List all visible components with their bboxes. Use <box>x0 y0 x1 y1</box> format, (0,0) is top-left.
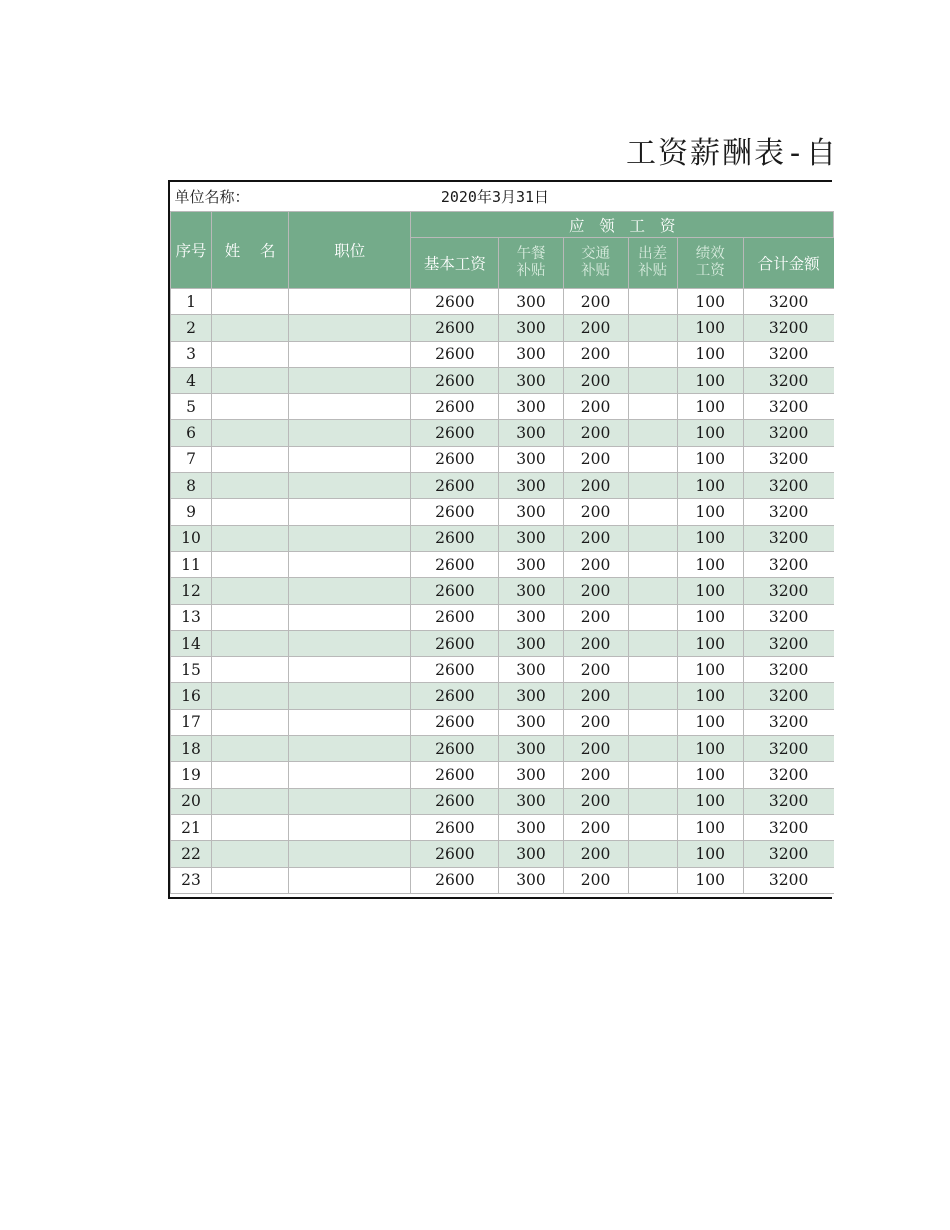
table-row <box>171 788 834 814</box>
table-row <box>171 604 834 630</box>
cell-trip[interactable] <box>628 762 677 788</box>
cell-trip[interactable] <box>628 788 677 814</box>
cell-total[interactable]: 3200 <box>743 841 833 867</box>
cell-performance[interactable]: 100 <box>677 683 743 709</box>
header-position: 职位 <box>289 212 411 289</box>
cell-seq[interactable]: 19 <box>171 762 212 788</box>
cell-seq[interactable]: 22 <box>171 841 212 867</box>
cell-trip[interactable] <box>628 446 677 472</box>
cell-trip[interactable] <box>628 420 677 446</box>
cell-position[interactable] <box>289 473 411 499</box>
cell-total[interactable]: 3200 <box>743 394 833 420</box>
cell-trip[interactable] <box>628 736 677 762</box>
cell-transport[interactable]: 200 <box>563 315 628 341</box>
cell-total[interactable]: 3200 <box>743 446 833 472</box>
cell-lunch[interactable]: 300 <box>499 657 563 683</box>
cell-total[interactable]: 3200 <box>743 315 833 341</box>
cell-seq[interactable]: 10 <box>171 525 212 551</box>
table-row <box>171 709 834 735</box>
cell-transport[interactable]: 200 <box>563 867 628 893</box>
header-lunch: 午餐 补贴 <box>499 238 563 289</box>
cell-trip[interactable] <box>628 289 677 315</box>
cell-transport[interactable]: 200 <box>563 762 628 788</box>
header-trip: 出差 补贴 <box>628 238 677 289</box>
cell-performance[interactable]: 100 <box>677 578 743 604</box>
table-row <box>171 525 834 551</box>
table-row <box>171 289 834 315</box>
cell-lunch[interactable]: 300 <box>499 814 563 840</box>
cell-seq[interactable]: 11 <box>171 551 212 577</box>
cell-transport[interactable]: 200 <box>563 525 628 551</box>
cell-trip[interactable] <box>628 841 677 867</box>
cell-position[interactable] <box>289 683 411 709</box>
cell-trip[interactable] <box>628 551 677 577</box>
cell-name[interactable] <box>212 446 289 472</box>
cell-seq[interactable]: 7 <box>171 446 212 472</box>
cell-seq[interactable]: 13 <box>171 604 212 630</box>
cell-name[interactable] <box>212 499 289 525</box>
cell-performance[interactable]: 100 <box>677 367 743 393</box>
cell-seq[interactable]: 9 <box>171 499 212 525</box>
cell-base[interactable]: 2600 <box>411 578 499 604</box>
cell-base[interactable]: 2600 <box>411 709 499 735</box>
cell-name[interactable] <box>212 367 289 393</box>
cell-performance[interactable]: 100 <box>677 762 743 788</box>
cell-transport[interactable]: 200 <box>563 604 628 630</box>
cell-lunch[interactable]: 300 <box>499 762 563 788</box>
cell-name[interactable] <box>212 315 289 341</box>
table-row <box>171 683 834 709</box>
cell-name[interactable] <box>212 762 289 788</box>
cell-base[interactable]: 2600 <box>411 289 499 315</box>
cell-lunch[interactable]: 300 <box>499 578 563 604</box>
cell-transport[interactable]: 200 <box>563 551 628 577</box>
cell-base[interactable]: 2600 <box>411 499 499 525</box>
cell-name[interactable] <box>212 788 289 814</box>
cell-total[interactable]: 3200 <box>743 736 833 762</box>
cell-base[interactable]: 2600 <box>411 736 499 762</box>
cell-base[interactable]: 2600 <box>411 420 499 446</box>
cell-total[interactable]: 3200 <box>743 525 833 551</box>
cell-name[interactable] <box>212 736 289 762</box>
cell-base[interactable]: 2600 <box>411 367 499 393</box>
cell-total[interactable]: 3200 <box>743 341 833 367</box>
cell-performance[interactable]: 100 <box>677 473 743 499</box>
cell-base[interactable]: 2600 <box>411 814 499 840</box>
cell-name[interactable] <box>212 657 289 683</box>
cell-base[interactable]: 2600 <box>411 867 499 893</box>
cell-lunch[interactable]: 300 <box>499 683 563 709</box>
cell-performance[interactable]: 100 <box>677 736 743 762</box>
table-row <box>171 420 834 446</box>
table-row <box>171 499 834 525</box>
table-row <box>171 630 834 656</box>
cell-position[interactable] <box>289 341 411 367</box>
cell-lunch[interactable]: 300 <box>499 367 563 393</box>
cell-transport[interactable]: 200 <box>563 657 628 683</box>
cell-total[interactable]: 3200 <box>743 289 833 315</box>
cell-performance[interactable]: 100 <box>677 867 743 893</box>
cell-base[interactable]: 2600 <box>411 341 499 367</box>
cell-position[interactable] <box>289 841 411 867</box>
cell-total[interactable]: 3200 <box>743 683 833 709</box>
cell-seq[interactable]: 17 <box>171 709 212 735</box>
cell-position[interactable] <box>289 578 411 604</box>
cell-total[interactable]: 3200 <box>743 367 833 393</box>
cell-performance[interactable]: 100 <box>677 394 743 420</box>
cell-base[interactable]: 2600 <box>411 788 499 814</box>
cell-performance[interactable]: 100 <box>677 630 743 656</box>
table-row <box>171 867 834 893</box>
cell-position[interactable] <box>289 394 411 420</box>
cell-base[interactable]: 2600 <box>411 551 499 577</box>
cell-performance[interactable]: 100 <box>677 604 743 630</box>
cell-seq[interactable]: 5 <box>171 394 212 420</box>
table-row <box>171 578 834 604</box>
cell-total[interactable]: 3200 <box>743 788 833 814</box>
cell-seq[interactable]: 18 <box>171 736 212 762</box>
table-row <box>171 657 834 683</box>
cell-trip[interactable] <box>628 499 677 525</box>
cell-performance[interactable]: 100 <box>677 499 743 525</box>
header-seq: 序号 <box>171 212 212 289</box>
cell-trip[interactable] <box>628 367 677 393</box>
cell-lunch[interactable]: 300 <box>499 289 563 315</box>
cell-trip[interactable] <box>628 578 677 604</box>
cell-total[interactable]: 3200 <box>743 604 833 630</box>
cell-performance[interactable]: 100 <box>677 814 743 840</box>
salary-table <box>170 182 834 894</box>
cell-position[interactable] <box>289 736 411 762</box>
cell-transport[interactable]: 200 <box>563 394 628 420</box>
salary-sheet <box>168 180 832 899</box>
cell-total[interactable]: 3200 <box>743 657 833 683</box>
cell-position[interactable] <box>289 367 411 393</box>
cell-seq[interactable]: 8 <box>171 473 212 499</box>
cell-total[interactable]: 3200 <box>743 473 833 499</box>
header-transport: 交通 补贴 <box>563 238 628 289</box>
cell-position[interactable] <box>289 867 411 893</box>
cell-name[interactable] <box>212 604 289 630</box>
cell-lunch[interactable]: 300 <box>499 341 563 367</box>
cell-transport[interactable]: 200 <box>563 578 628 604</box>
cell-trip[interactable] <box>628 867 677 893</box>
cell-transport[interactable]: 200 <box>563 289 628 315</box>
header-group-payable: 应 领 工 资 <box>411 212 834 238</box>
cell-trip[interactable] <box>628 657 677 683</box>
cell-position[interactable] <box>289 604 411 630</box>
cell-base[interactable]: 2600 <box>411 683 499 709</box>
cell-seq[interactable]: 21 <box>171 814 212 840</box>
cell-position[interactable] <box>289 657 411 683</box>
cell-lunch[interactable]: 300 <box>499 841 563 867</box>
cell-trip[interactable] <box>628 604 677 630</box>
cell-performance[interactable]: 100 <box>677 841 743 867</box>
cell-base[interactable]: 2600 <box>411 657 499 683</box>
header-total: 合计金额 <box>743 238 833 289</box>
cell-position[interactable] <box>289 446 411 472</box>
cell-transport[interactable]: 200 <box>563 736 628 762</box>
cell-position[interactable] <box>289 525 411 551</box>
cell-lunch[interactable]: 300 <box>499 630 563 656</box>
cell-lunch[interactable]: 300 <box>499 525 563 551</box>
header-row-1 <box>171 212 834 238</box>
cell-position[interactable] <box>289 551 411 577</box>
cell-position[interactable] <box>289 709 411 735</box>
cell-position[interactable] <box>289 499 411 525</box>
cell-lunch[interactable]: 300 <box>499 499 563 525</box>
cell-seq[interactable]: 6 <box>171 420 212 446</box>
cell-trip[interactable] <box>628 709 677 735</box>
header-base: 基本工资 <box>411 238 499 289</box>
cell-seq[interactable]: 23 <box>171 867 212 893</box>
cell-total[interactable]: 3200 <box>743 814 833 840</box>
cell-name[interactable] <box>212 551 289 577</box>
cell-transport[interactable]: 200 <box>563 341 628 367</box>
unit-row <box>171 182 834 212</box>
cell-position[interactable] <box>289 762 411 788</box>
cell-transport[interactable]: 200 <box>563 709 628 735</box>
cell-base[interactable]: 2600 <box>411 394 499 420</box>
cell-base[interactable]: 2600 <box>411 446 499 472</box>
cell-seq[interactable]: 1 <box>171 289 212 315</box>
cell-trip[interactable] <box>628 341 677 367</box>
cell-seq[interactable]: 12 <box>171 578 212 604</box>
cell-name[interactable] <box>212 578 289 604</box>
cell-transport[interactable]: 200 <box>563 420 628 446</box>
cell-name[interactable] <box>212 814 289 840</box>
report-date: 2020年3月31日 <box>440 188 550 206</box>
header-name: 姓 名 <box>212 212 289 289</box>
cell-total[interactable]: 3200 <box>743 709 833 735</box>
table-row <box>171 814 834 840</box>
cell-name[interactable] <box>212 841 289 867</box>
cell-position[interactable] <box>289 630 411 656</box>
table-row <box>171 551 834 577</box>
cell-name[interactable] <box>212 709 289 735</box>
cell-seq[interactable]: 4 <box>171 367 212 393</box>
cell-lunch[interactable]: 300 <box>499 473 563 499</box>
cell-trip[interactable] <box>628 814 677 840</box>
cell-total[interactable]: 3200 <box>743 762 833 788</box>
cell-position[interactable] <box>289 814 411 840</box>
cell-lunch[interactable]: 300 <box>499 551 563 577</box>
cell-trip[interactable] <box>628 630 677 656</box>
cell-trip[interactable] <box>628 525 677 551</box>
cell-performance[interactable]: 100 <box>677 788 743 814</box>
cell-seq[interactable]: 3 <box>171 341 212 367</box>
cell-lunch[interactable]: 300 <box>499 604 563 630</box>
table-row <box>171 762 834 788</box>
cell-base[interactable]: 2600 <box>411 762 499 788</box>
cell-name[interactable] <box>212 289 289 315</box>
cell-lunch[interactable]: 300 <box>499 420 563 446</box>
cell-performance[interactable]: 100 <box>677 525 743 551</box>
cell-seq[interactable]: 20 <box>171 788 212 814</box>
cell-performance[interactable]: 100 <box>677 657 743 683</box>
table-row <box>171 394 834 420</box>
cell-performance[interactable]: 100 <box>677 315 743 341</box>
cell-total[interactable]: 3200 <box>743 867 833 893</box>
cell-position[interactable] <box>289 788 411 814</box>
header-performance: 绩效 工资 <box>677 238 743 289</box>
cell-lunch[interactable]: 300 <box>499 867 563 893</box>
cell-position[interactable] <box>289 420 411 446</box>
cell-trip[interactable] <box>628 683 677 709</box>
cell-trip[interactable] <box>628 394 677 420</box>
cell-position[interactable] <box>289 315 411 341</box>
cell-performance[interactable]: 100 <box>677 289 743 315</box>
cell-performance[interactable]: 100 <box>677 341 743 367</box>
cell-name[interactable] <box>212 341 289 367</box>
cell-total[interactable]: 3200 <box>743 551 833 577</box>
table-row <box>171 341 834 367</box>
cell-trip[interactable] <box>628 315 677 341</box>
cell-lunch[interactable]: 300 <box>499 446 563 472</box>
cell-position[interactable] <box>289 289 411 315</box>
cell-transport[interactable]: 200 <box>563 630 628 656</box>
cell-total[interactable]: 3200 <box>743 578 833 604</box>
table-row <box>171 841 834 867</box>
cell-name[interactable] <box>212 473 289 499</box>
cell-transport[interactable]: 200 <box>563 683 628 709</box>
cell-lunch[interactable]: 300 <box>499 736 563 762</box>
cell-total[interactable]: 3200 <box>743 420 833 446</box>
cell-transport[interactable]: 200 <box>563 788 628 814</box>
cell-total[interactable]: 3200 <box>743 630 833 656</box>
cell-total[interactable]: 3200 <box>743 499 833 525</box>
cell-trip[interactable] <box>628 473 677 499</box>
table-row <box>171 446 834 472</box>
cell-lunch[interactable]: 300 <box>499 788 563 814</box>
table-row <box>171 367 834 393</box>
cell-seq[interactable]: 16 <box>171 683 212 709</box>
cell-performance[interactable]: 100 <box>677 420 743 446</box>
cell-performance[interactable]: 100 <box>677 551 743 577</box>
cell-base[interactable]: 2600 <box>411 604 499 630</box>
cell-performance[interactable]: 100 <box>677 709 743 735</box>
sheet-title: 工资薪酬表-自 <box>626 136 839 171</box>
cell-name[interactable] <box>212 420 289 446</box>
cell-name[interactable] <box>212 867 289 893</box>
cell-transport[interactable]: 200 <box>563 499 628 525</box>
table-row <box>171 473 834 499</box>
cell-base[interactable]: 2600 <box>411 315 499 341</box>
cell-name[interactable] <box>212 525 289 551</box>
cell-base[interactable]: 2600 <box>411 630 499 656</box>
cell-performance[interactable]: 100 <box>677 446 743 472</box>
cell-name[interactable] <box>212 630 289 656</box>
cell-seq[interactable]: 14 <box>171 630 212 656</box>
cell-seq[interactable]: 15 <box>171 657 212 683</box>
cell-transport[interactable]: 200 <box>563 367 628 393</box>
table-row <box>171 315 834 341</box>
cell-transport[interactable]: 200 <box>563 841 628 867</box>
cell-base[interactable]: 2600 <box>411 473 499 499</box>
cell-lunch[interactable]: 300 <box>499 394 563 420</box>
table-row <box>171 736 834 762</box>
cell-base[interactable]: 2600 <box>411 841 499 867</box>
cell-transport[interactable]: 200 <box>563 446 628 472</box>
unit-name-label: 单位名称： <box>174 188 250 206</box>
cell-lunch[interactable]: 300 <box>499 709 563 735</box>
cell-name[interactable] <box>212 394 289 420</box>
cell-name[interactable] <box>212 683 289 709</box>
cell-base[interactable]: 2600 <box>411 525 499 551</box>
cell-transport[interactable]: 200 <box>563 473 628 499</box>
cell-seq[interactable]: 2 <box>171 315 212 341</box>
cell-lunch[interactable]: 300 <box>499 315 563 341</box>
cell-transport[interactable]: 200 <box>563 814 628 840</box>
